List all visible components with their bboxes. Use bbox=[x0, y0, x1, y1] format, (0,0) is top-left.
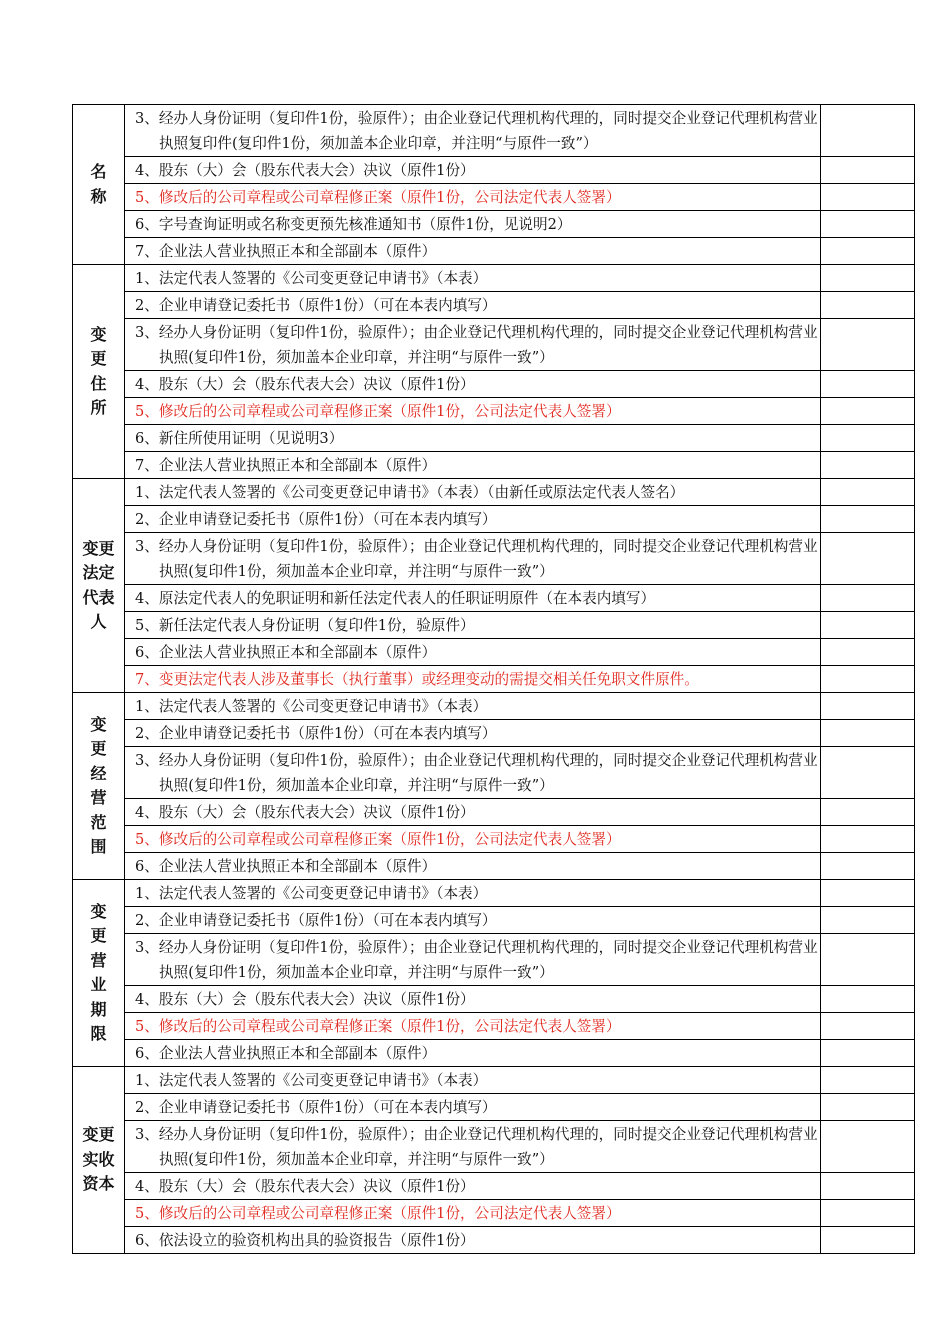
requirement-text: 2、企业申请登记委托书（原件1份）（可在本表内填写） bbox=[135, 912, 497, 929]
requirement-text: 3、经办人身份证明（复印件1份，验原件）；由企业登记代理机构代理的，同时提交企业登记代理机构营业执照(复印件1份，须加盖本企业印章，并注明“与原件一致”） bbox=[135, 752, 818, 794]
requirement-row bbox=[73, 292, 915, 319]
section-label-text: 变更法定代表人 bbox=[82, 538, 115, 631]
requirement-text: 4、股东（大）会（股东代表大会）决议（原件1份） bbox=[135, 1178, 475, 1195]
requirement-text: 3、经办人身份证明（复印件1份，验原件）；由企业登记代理机构代理的，同时提交企业登记代理机构营业执照复印件(复印件1份，须加盖本企业印章，并注明“与原件一致”） bbox=[135, 110, 818, 152]
requirement-text: 6、企业法人营业执照正本和全部副本（原件） bbox=[135, 858, 437, 875]
requirement-row bbox=[73, 1067, 915, 1094]
check-cell bbox=[821, 907, 915, 934]
requirement-text: 5、修改后的公司章程或公司章程修正案（原件1份，公司法定代表人签署） bbox=[135, 1205, 621, 1222]
section-label bbox=[73, 880, 125, 1067]
check-cell bbox=[821, 1121, 915, 1173]
requirement-row bbox=[73, 1040, 915, 1067]
requirement-item bbox=[125, 612, 821, 639]
check-cell bbox=[821, 747, 915, 799]
requirement-row bbox=[73, 1227, 915, 1254]
requirement-text: 1、法定代表人签署的《公司变更登记申请书》（本表）（由新任或原法定代表人签名） bbox=[135, 484, 685, 501]
requirement-item bbox=[125, 506, 821, 533]
requirement-item bbox=[125, 319, 821, 371]
requirement-item bbox=[125, 1200, 821, 1227]
requirement-row bbox=[73, 506, 915, 533]
requirement-row bbox=[73, 265, 915, 292]
requirement-item bbox=[125, 157, 821, 184]
check-cell bbox=[821, 853, 915, 880]
requirement-item bbox=[125, 639, 821, 666]
check-cell bbox=[821, 184, 915, 211]
check-cell bbox=[821, 799, 915, 826]
requirement-text: 1、法定代表人签署的《公司变更登记申请书》（本表） bbox=[135, 1072, 488, 1089]
requirement-item bbox=[125, 934, 821, 986]
requirement-text: 3、经办人身份证明（复印件1份，验原件）；由企业登记代理机构代理的，同时提交企业登记代理机构营业执照(复印件1份，须加盖本企业印章，并注明“与原件一致”） bbox=[135, 939, 818, 981]
requirement-text: 6、企业法人营业执照正本和全部副本（原件） bbox=[135, 644, 437, 661]
requirement-row bbox=[73, 184, 915, 211]
requirement-item bbox=[125, 1013, 821, 1040]
requirement-text: 1、法定代表人签署的《公司变更登记申请书》（本表） bbox=[135, 885, 488, 902]
requirement-item bbox=[125, 452, 821, 479]
check-cell bbox=[821, 934, 915, 986]
requirement-row bbox=[73, 398, 915, 425]
requirement-item bbox=[125, 211, 821, 238]
check-cell bbox=[821, 425, 915, 452]
requirement-row bbox=[73, 880, 915, 907]
requirement-row bbox=[73, 157, 915, 184]
check-cell bbox=[821, 452, 915, 479]
check-cell bbox=[821, 479, 915, 506]
requirement-item bbox=[125, 184, 821, 211]
requirement-row bbox=[73, 612, 915, 639]
requirement-item bbox=[125, 371, 821, 398]
check-cell bbox=[821, 1040, 915, 1067]
check-cell bbox=[821, 1067, 915, 1094]
requirement-text: 6、新住所使用证明（见说明3） bbox=[135, 430, 344, 447]
requirement-text: 6、企业法人营业执照正本和全部副本（原件） bbox=[135, 1045, 437, 1062]
requirement-text: 2、企业申请登记委托书（原件1份）（可在本表内填写） bbox=[135, 511, 497, 528]
requirement-item bbox=[125, 799, 821, 826]
requirement-row bbox=[73, 666, 915, 693]
requirement-item bbox=[125, 479, 821, 506]
section-label bbox=[73, 105, 125, 265]
requirement-item bbox=[125, 1094, 821, 1121]
requirement-text: 7、变更法定代表人涉及董事长（执行董事）或经理变动的需提交相关任免职文件原件。 bbox=[135, 671, 699, 688]
requirement-text: 3、经办人身份证明（复印件1份，验原件）；由企业登记代理机构代理的，同时提交企业登记代理机构营业执照(复印件1份，须加盖本企业印章，并注明“与原件一致”） bbox=[135, 1126, 818, 1168]
requirement-row bbox=[73, 1121, 915, 1173]
requirement-row bbox=[73, 371, 915, 398]
requirement-row bbox=[73, 1200, 915, 1227]
check-cell bbox=[821, 693, 915, 720]
requirement-row bbox=[73, 747, 915, 799]
requirement-text: 5、修改后的公司章程或公司章程修正案（原件1份，公司法定代表人签署） bbox=[135, 189, 621, 206]
requirement-item bbox=[125, 666, 821, 693]
check-cell bbox=[821, 292, 915, 319]
requirement-row bbox=[73, 934, 915, 986]
requirement-row bbox=[73, 826, 915, 853]
section-label-text: 变更实收资本 bbox=[82, 1125, 115, 1194]
check-cell bbox=[821, 157, 915, 184]
requirement-row bbox=[73, 639, 915, 666]
check-cell bbox=[821, 986, 915, 1013]
requirement-row bbox=[73, 479, 915, 506]
requirement-row bbox=[73, 1173, 915, 1200]
requirement-row bbox=[73, 238, 915, 265]
check-cell bbox=[821, 533, 915, 585]
check-cell bbox=[821, 639, 915, 666]
check-cell bbox=[821, 238, 915, 265]
requirement-text: 1、法定代表人签署的《公司变更登记申请书》（本表） bbox=[135, 270, 488, 287]
section-label bbox=[73, 265, 125, 479]
check-cell bbox=[821, 1227, 915, 1254]
requirement-text: 3、经办人身份证明（复印件1份，验原件）；由企业登记代理机构代理的，同时提交企业登记代理机构营业执照(复印件1份，须加盖本企业印章，并注明“与原件一致”） bbox=[135, 324, 818, 366]
requirement-item bbox=[125, 398, 821, 425]
requirement-text: 5、新任法定代表人身份证明（复印件1份，验原件） bbox=[135, 617, 475, 634]
section-label-text: 变更经营范围 bbox=[90, 714, 107, 856]
requirement-row bbox=[73, 533, 915, 585]
requirement-text: 5、修改后的公司章程或公司章程修正案（原件1份，公司法定代表人签署） bbox=[135, 1018, 621, 1035]
requirement-row bbox=[73, 585, 915, 612]
check-cell bbox=[821, 826, 915, 853]
requirement-text: 7、企业法人营业执照正本和全部副本（原件） bbox=[135, 243, 437, 260]
section-label bbox=[73, 693, 125, 880]
section-label-text: 变更住所 bbox=[90, 324, 107, 417]
requirement-text: 5、修改后的公司章程或公司章程修正案（原件1份，公司法定代表人签署） bbox=[135, 403, 621, 420]
requirement-item bbox=[125, 1040, 821, 1067]
requirement-item bbox=[125, 826, 821, 853]
requirement-text: 6、依法设立的验资机构出具的验资报告（原件1份） bbox=[135, 1232, 475, 1249]
requirement-item bbox=[125, 880, 821, 907]
requirement-row bbox=[73, 693, 915, 720]
check-cell bbox=[821, 1173, 915, 1200]
section-label bbox=[73, 479, 125, 693]
requirement-row bbox=[73, 452, 915, 479]
requirement-text: 2、企业申请登记委托书（原件1份）（可在本表内填写） bbox=[135, 725, 497, 742]
requirement-item bbox=[125, 1227, 821, 1254]
requirement-item bbox=[125, 292, 821, 319]
check-cell bbox=[821, 105, 915, 157]
requirement-text: 4、股东（大）会（股东代表大会）决议（原件1份） bbox=[135, 376, 475, 393]
requirement-row bbox=[73, 1094, 915, 1121]
requirement-row bbox=[73, 853, 915, 880]
requirement-row bbox=[73, 986, 915, 1013]
section-label-text: 变更营业期限 bbox=[90, 901, 107, 1043]
requirement-item bbox=[125, 986, 821, 1013]
requirement-item bbox=[125, 907, 821, 934]
requirement-text: 2、企业申请登记委托书（原件1份）（可在本表内填写） bbox=[135, 297, 497, 314]
requirement-item bbox=[125, 1173, 821, 1200]
requirement-text: 4、原法定代表人的免职证明和新任法定代表人的任职证明原件（在本表内填写） bbox=[135, 590, 656, 607]
requirement-item bbox=[125, 1121, 821, 1173]
requirement-text: 6、字号查询证明或名称变更预先核准通知书（原件1份，见说明2） bbox=[135, 216, 572, 233]
requirement-text: 4、股东（大）会（股东代表大会）决议（原件1份） bbox=[135, 991, 475, 1008]
requirement-row bbox=[73, 799, 915, 826]
requirement-item bbox=[125, 533, 821, 585]
requirement-text: 7、企业法人营业执照正本和全部副本（原件） bbox=[135, 457, 437, 474]
requirement-text: 3、经办人身份证明（复印件1份，验原件）；由企业登记代理机构代理的，同时提交企业登记代理机构营业执照(复印件1份，须加盖本企业印章，并注明“与原件一致”） bbox=[135, 538, 818, 580]
requirement-row bbox=[73, 319, 915, 371]
requirement-item bbox=[125, 1067, 821, 1094]
requirement-row bbox=[73, 1013, 915, 1040]
requirement-item bbox=[125, 720, 821, 747]
requirement-row bbox=[73, 105, 915, 157]
requirement-text: 1、法定代表人签署的《公司变更登记申请书》（本表） bbox=[135, 698, 488, 715]
section-label-text: 名称 bbox=[90, 162, 107, 206]
requirement-text: 4、股东（大）会（股东代表大会）决议（原件1份） bbox=[135, 804, 475, 821]
check-cell bbox=[821, 319, 915, 371]
check-cell bbox=[821, 1013, 915, 1040]
requirement-item bbox=[125, 853, 821, 880]
check-cell bbox=[821, 506, 915, 533]
requirement-row bbox=[73, 720, 915, 747]
check-cell bbox=[821, 398, 915, 425]
check-cell bbox=[821, 211, 915, 238]
requirement-item bbox=[125, 105, 821, 157]
check-cell bbox=[821, 720, 915, 747]
requirement-item bbox=[125, 693, 821, 720]
requirement-item bbox=[125, 585, 821, 612]
requirement-item bbox=[125, 747, 821, 799]
check-cell bbox=[821, 371, 915, 398]
check-cell bbox=[821, 666, 915, 693]
requirement-row bbox=[73, 425, 915, 452]
check-cell bbox=[821, 1200, 915, 1227]
check-cell bbox=[821, 265, 915, 292]
check-cell bbox=[821, 880, 915, 907]
requirement-row bbox=[73, 907, 915, 934]
requirement-row bbox=[73, 211, 915, 238]
check-cell bbox=[821, 612, 915, 639]
requirement-text: 5、修改后的公司章程或公司章程修正案（原件1份，公司法定代表人签署） bbox=[135, 831, 621, 848]
requirement-item bbox=[125, 238, 821, 265]
requirement-item bbox=[125, 265, 821, 292]
requirement-text: 2、企业申请登记委托书（原件1份）（可在本表内填写） bbox=[135, 1099, 497, 1116]
requirements-table-body bbox=[73, 105, 915, 1254]
section-label bbox=[73, 1067, 125, 1254]
requirement-item bbox=[125, 425, 821, 452]
requirements-table bbox=[72, 104, 915, 1254]
check-cell bbox=[821, 1094, 915, 1121]
check-cell bbox=[821, 585, 915, 612]
requirement-text: 4、股东（大）会（股东代表大会）决议（原件1份） bbox=[135, 162, 475, 179]
